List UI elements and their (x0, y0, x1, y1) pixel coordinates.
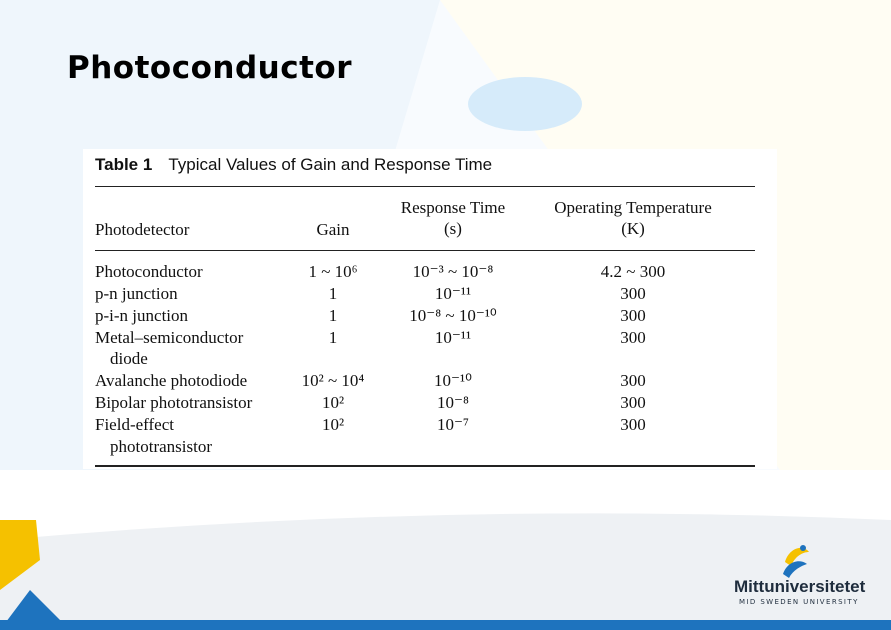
header-photodetector: Photodetector (95, 220, 190, 239)
row-temp: 4.2 ~ 300 (600, 262, 666, 281)
row-response: 10⁻⁸ ~ 10⁻¹⁰ (409, 306, 497, 325)
row-temp: 300 (620, 393, 646, 412)
row-gain: 10² ~ 10⁴ (301, 371, 365, 390)
university-logo-subtitle: MID SWEDEN UNIVERSITY (739, 598, 859, 606)
row-detector: p-n junction (95, 284, 178, 303)
table-caption-text: Typical Values of Gain and Response Time (168, 155, 493, 174)
table-header-rule (95, 250, 755, 251)
header-gain: Gain (316, 220, 350, 239)
row-detector: Photoconductor (95, 262, 203, 281)
row-detector: Bipolar phototransistor (95, 393, 253, 412)
university-logo-mark (733, 544, 813, 578)
row-response: 10⁻⁸ (437, 393, 469, 412)
row-temp: 300 (620, 306, 646, 325)
header-response-time (383, 197, 523, 239)
decorative-ellipse (468, 77, 582, 131)
row-detector: p-i-n junction (95, 306, 189, 325)
row-gain: 10² (321, 415, 345, 434)
row-response: 10⁻¹¹ (434, 328, 472, 347)
row-gain: 1 (328, 328, 338, 347)
row-response: 10⁻¹¹ (434, 284, 472, 303)
row-detector: Metal–semiconductor (95, 328, 244, 347)
row-temp: 300 (620, 371, 646, 390)
university-logo-name: Mittuniversitetet (734, 577, 866, 596)
table-bottom-rule (95, 465, 755, 467)
row-temp: 300 (620, 284, 646, 303)
table-top-rule (95, 186, 755, 187)
header-response-line2: (s) (444, 219, 462, 238)
table-caption (95, 155, 492, 175)
row-detector-line2: diode (110, 349, 148, 368)
row-response: 10⁻⁷ (437, 415, 469, 434)
row-response: 10⁻³ ~ 10⁻⁸ (412, 262, 494, 281)
row-detector: Field-effect (95, 415, 174, 434)
table-figure (83, 149, 777, 469)
row-gain: 1 ~ 10⁶ (308, 262, 358, 281)
row-gain: 1 (328, 284, 338, 303)
bottom-blue-bar (0, 620, 891, 630)
row-gain: 10² (321, 393, 345, 412)
row-detector-line2: phototransistor (110, 437, 212, 456)
row-temp: 300 (620, 415, 646, 434)
header-temp-line2: (K) (621, 219, 645, 238)
row-detector: Avalanche photodiode (95, 371, 248, 390)
row-temp: 300 (620, 328, 646, 347)
table-number: Table 1 (95, 155, 153, 174)
header-response-line1: Response Time (400, 198, 506, 217)
header-temp-line1: Operating Temperature (554, 198, 712, 217)
slide-title: Photoconductor (67, 50, 352, 86)
row-gain: 1 (328, 306, 338, 325)
row-response: 10⁻¹⁰ (434, 371, 472, 390)
header-operating-temperature (533, 197, 733, 239)
